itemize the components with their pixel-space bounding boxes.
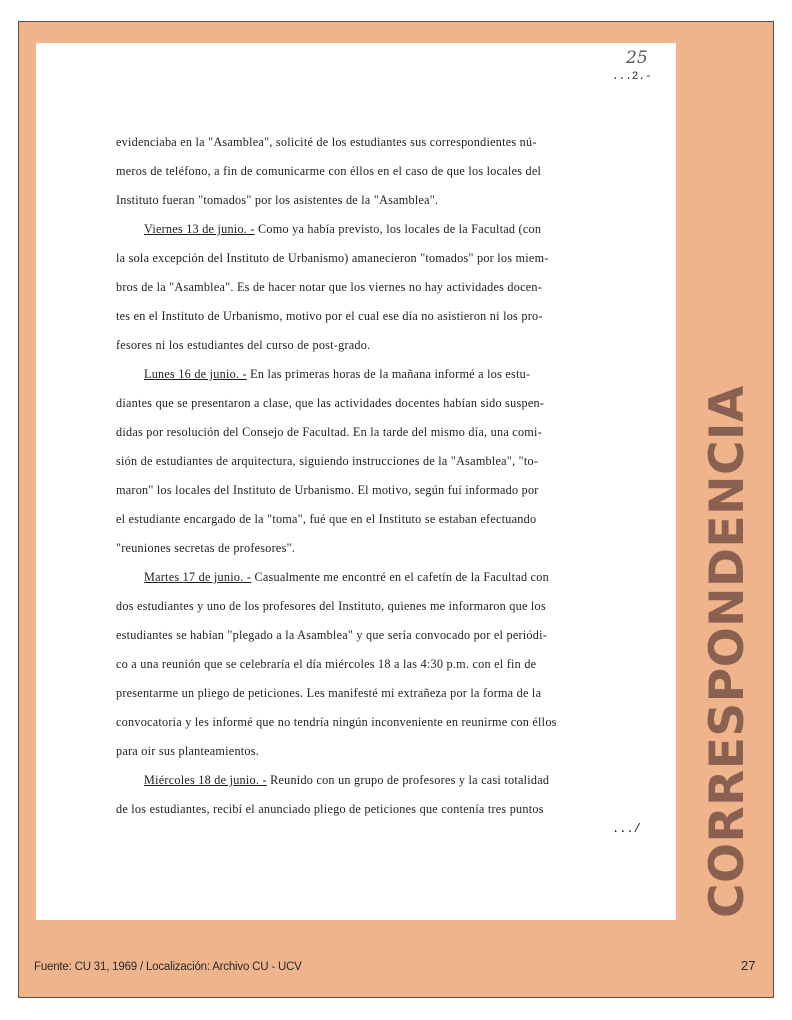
paragraph-lunes	[116, 360, 654, 563]
text-line	[116, 766, 654, 795]
text-line: bros de la "Asamblea". Es de hacer notar que los viernes no hay actividades docen-	[116, 280, 543, 294]
handwritten-folio-number: 25	[626, 48, 648, 68]
text-line: el estudiante encargado de la "toma", fué que en el Instituto se estaban efectuando	[116, 512, 537, 526]
text-line: "reuniones secretas de profesores".	[116, 541, 296, 555]
page-reference: ...2.-	[612, 71, 652, 83]
paragraph-martes	[116, 563, 654, 766]
line-text: Reunido con un grupo de profesores y la casi totalidad	[266, 773, 550, 787]
text-line: fesores ni los estudiantes del curso de post-grado.	[116, 338, 371, 352]
text-line: Instituto fueran "tomados" por los asistentes de la "Asamblea".	[116, 193, 439, 207]
page-number: 27	[741, 958, 756, 973]
date-heading: Miércoles 18 de junio. -	[144, 773, 267, 787]
text-line: presentarme un pliego de peticiones. Les manifesté mi extrañeza por la forma de la	[116, 686, 542, 700]
text-line: de los estudiantes, recibí el anunciado pliego de peticiones que contenía tres puntos	[116, 802, 544, 816]
text-line: sión de estudiantes de arquitectura, siguiendo instrucciones de la "Asamblea", "to-	[116, 454, 539, 468]
text-line: diantes que se presentaron a clase, que las actividades docentes habían sido suspen-	[116, 396, 545, 410]
text-line: co a una reunión que se celebraría el día miércoles 18 a las 4:30 p.m. con el fin de	[116, 657, 537, 671]
text-line	[116, 360, 654, 389]
continuation-mark: .../	[612, 822, 641, 836]
line-text: En las primeras horas de la mañana informé a los estu-	[246, 367, 531, 381]
text-line: dos estudiantes y uno de los profesores del Instituto, quienes me informaron que los	[116, 599, 546, 613]
section-title-vertical: CORRESPONDENCIA	[700, 385, 755, 918]
text-line: estudiantes se habían "plegado a la Asamblea" y que sería convocado por el periódi-	[116, 628, 548, 642]
text-line: evidenciaba en la "Asamblea", solicité de los estudiantes sus correspondientes nú-	[116, 135, 537, 149]
text-line: meros de teléfono, a fin de comunicarme con éllos en el caso de que los locales del	[116, 164, 542, 178]
letter-body	[116, 128, 654, 824]
paragraph-1	[116, 128, 654, 215]
text-line: la sola excepción del Instituto de Urbanismo) amanecieron "tomados" por los miem-	[116, 251, 549, 265]
text-line: tes en el Instituto de Urbanismo, motivo por el cual ese día no asistieron ni los pro-	[116, 309, 543, 323]
date-heading: Viernes 13 de junio. -	[144, 222, 255, 236]
line-text: Casualmente me encontré en el cafetín de la Facultad con	[251, 570, 549, 584]
date-heading: Lunes 16 de junio. -	[144, 367, 247, 381]
text-line	[116, 563, 654, 592]
paragraph-miercoles	[116, 766, 654, 824]
line-text: Como ya había previsto, los locales de la Facultad (con	[254, 222, 542, 236]
text-line	[116, 215, 654, 244]
footer-source: Fuente: CU 31, 1969 / Localización: Archivo CU - UCV	[34, 961, 302, 973]
text-line: didas por resolución del Consejo de Facultad. En la tarde del mismo día, una comi-	[116, 425, 542, 439]
text-line: maron" los locales del Instituto de Urbanismo. El motivo, según fuí informado por	[116, 483, 539, 497]
date-heading: Martes 17 de junio. -	[144, 570, 252, 584]
text-line: convocatoria y les informé que no tendría ningún inconveniente en reunirme con éllos	[116, 715, 557, 729]
text-line: para oir sus planteamientos.	[116, 744, 260, 758]
paragraph-viernes	[116, 215, 654, 360]
